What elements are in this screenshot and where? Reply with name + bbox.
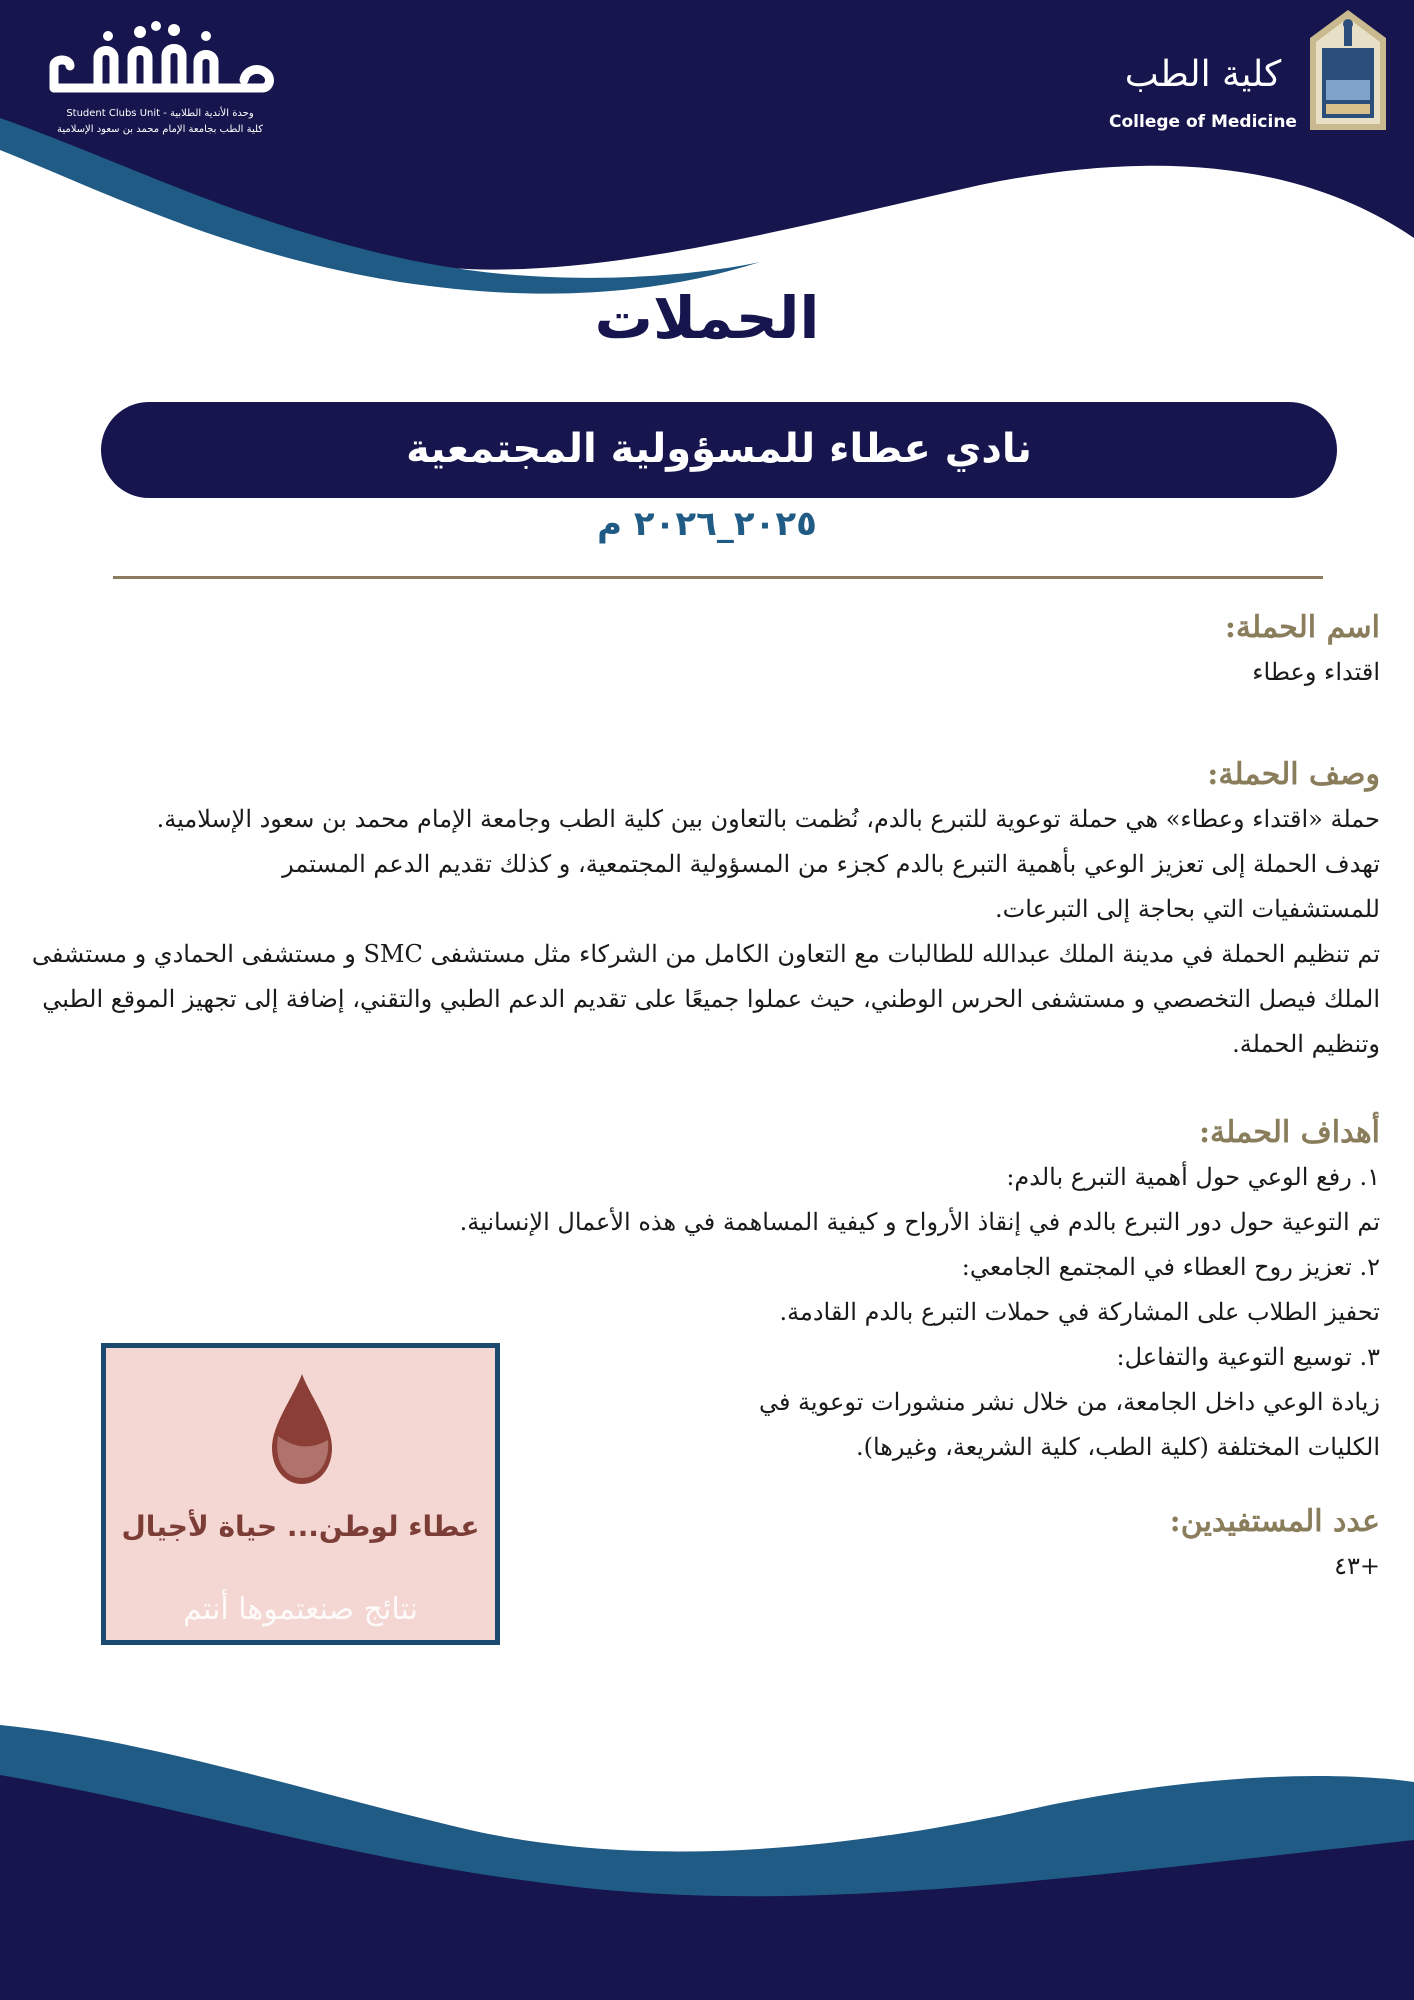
beneficiaries-value: +٤٣ (1334, 1552, 1380, 1580)
campaign-goals-heading: أهداف الحملة: (1198, 1115, 1380, 1150)
poster-tagline: نتائج صنعتموها أنتم (183, 1592, 418, 1627)
poster-slogan: عطاء لوطن... حياة لأجيال (121, 1510, 480, 1543)
beneficiaries-heading: عدد المستفيدين: (1169, 1504, 1380, 1539)
campaign-name-heading: اسم الحملة: (1224, 610, 1380, 645)
college-name-arabic: كلية الطب (1124, 54, 1282, 95)
description-paragraph-2: تهدف الحملة إلى تعزيز الوعي بأهمية التبرع بالدم كجزء من المسؤولية المجتمعية، و كذلك تقديم الدعم المستمر للمستشفيات التي بحاجة إلى التبرعات. (282, 850, 1380, 923)
goal-3-title: ٣. توسيع التوعية والتفاعل: (1116, 1343, 1380, 1371)
page-title: الحملات (594, 284, 820, 352)
campaign-description-heading: وصف الحملة: (1207, 757, 1380, 792)
student-clubs-logo-icon (48, 18, 278, 100)
student-clubs-logo (40, 18, 280, 138)
description-paragraph-1: حملة «اقتداء وعطاء» هي حملة توعوية للتبرع بالدم، نُظمت بالتعاون بين كلية الطب وجامعة الإمام محمد بن سعود الإسلامية. (156, 805, 1380, 833)
clubs-unit-english: Student Clubs Unit - وحدة الأندية الطلابية (66, 108, 254, 119)
blood-drop-icon (264, 1370, 340, 1488)
divider (113, 576, 1323, 579)
campaign-poster (101, 1343, 500, 1645)
goal-1-text: تم التوعية حول دور التبرع بالدم في إنقاذ الأرواح و كيفية المساهمة في هذه الأعمال الإنسانية. (459, 1208, 1380, 1236)
goal-1-title: ١. رفع الوعي حول أهمية التبرع بالدم: (1006, 1163, 1380, 1191)
goal-2-text: تحفيز الطلاب على المشاركة في حملات التبرع بالدم القادمة. (779, 1298, 1380, 1326)
clubs-unit-arabic: كلية الطب بجامعة الإمام محمد بن سعود الإسلامية (56, 124, 264, 135)
goal-2-title: ٢. تعزيز روح العطاء في المجتمع الجامعي: (961, 1253, 1380, 1281)
club-name: نادي عطاء للمسؤولية المجتمعية (406, 426, 1032, 472)
description-paragraph-3: تم تنظيم الحملة في مدينة الملك عبدالله للطالبات مع التعاون الكامل من الشركاء مثل مستشفى SMC و مستشفى الحمادي و مستشفى الملك فيصل التخصصي و مستشفى الحرس الوطني، حيث عملوا جميعًا على تقديم الدعم الطبي والتقني، إضافة إلى تجهيز الموقع الطبي وتنظيم الحملة. (31, 940, 1380, 1058)
college-name-english: College of Medicine (1109, 112, 1297, 132)
college-logo (1108, 8, 1394, 138)
campaign-name-value: اقتداء وعطاء (1252, 658, 1380, 686)
goal-3-text: زيادة الوعي داخل الجامعة، من خلال نشر منشورات توعوية في الكليات المختلفة (كلية الطب، كلية الشريعة، وغيرها). (758, 1388, 1380, 1461)
club-banner (101, 402, 1337, 498)
university-emblem-icon (1306, 8, 1390, 134)
academic-year: ٢٠٢٥_٢٠٢٦ م (597, 504, 817, 544)
